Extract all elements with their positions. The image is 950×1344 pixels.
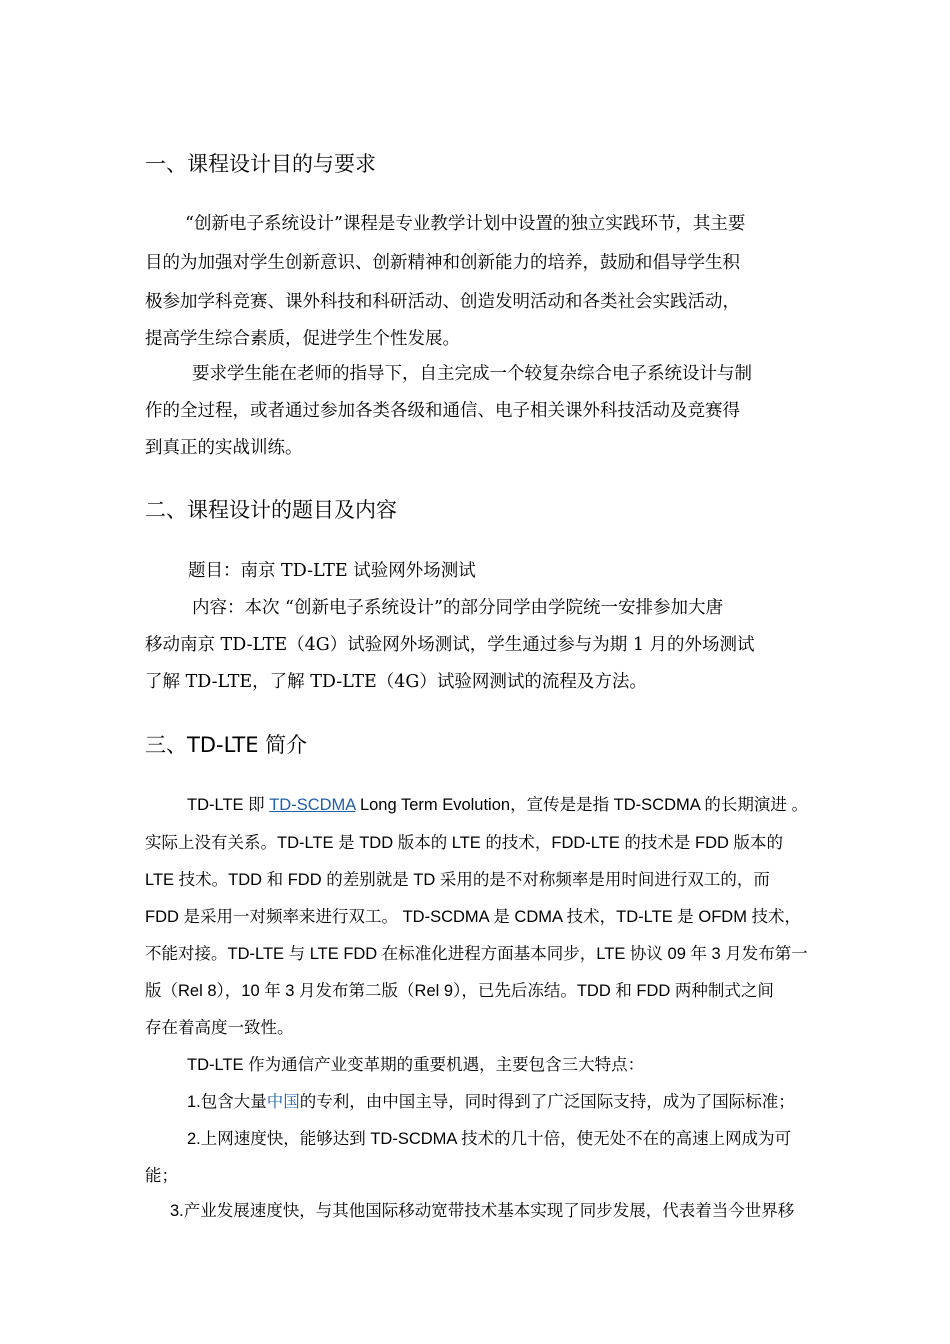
feature-1 <box>187 1084 852 1121</box>
feature-2: 2.上网速度快，能够达到 TD-SCDMA 技术的几十倍，使无处不在的高速上网成为可 <box>187 1130 792 1148</box>
paragraph-line: 存在着高度一致性。 <box>145 1019 294 1037</box>
paragraph-line: 实际上没有关系。TD-LTE 是 TDD 版本的 LTE 的技术，FDD-LTE 的技术是 FDD 版本的 <box>145 834 783 852</box>
china-link[interactable]: 中国 <box>266 1093 300 1111</box>
td-scdma-link[interactable]: TD-SCDMA <box>269 796 356 814</box>
paragraph-line: 要求学生能在老师的指导下，自主完成一个较复杂综合电子系统设计与制 <box>192 364 752 384</box>
paragraph-line: 极参加学科竞赛、课外科技和科研活动、创造发明活动和各类社会实践活动， <box>145 292 740 312</box>
feature-3: 3.产业发展速度快，与其他国际移动宽带技术基本实现了同步发展，代表着当今世界移 <box>170 1202 795 1220</box>
paragraph-line: 版（Rel 8），10 年 3 月发布第二版（Rel 9），已先后冻结。TDD 和 FDD 两种制式之间 <box>145 982 774 1000</box>
paragraph-line: 移动南京 TD-LTE（4G）试验网外场测试，学生通过参与为期 1 月的外场测试 <box>145 635 755 655</box>
features-intro: TD-LTE 作为通信产业变革期的重要机遇，主要包含三大特点： <box>187 1056 645 1074</box>
paragraph-line: 了解 TD-LTE，了解 TD-LTE（4G）试验网测试的流程及方法。 <box>145 672 647 692</box>
section-heading-3: 三、TD-LTE 简介 <box>145 733 308 757</box>
paragraph-line: FDD 是采用一对频率来进行双工。 TD-SCDMA 是 CDMA 技术，TD-LTE 是 OFDM 技术， <box>145 908 802 926</box>
section-heading-2: 二、课程设计的题目及内容 <box>145 498 397 522</box>
section-heading-1: 一、课程设计目的与要求 <box>145 152 376 176</box>
paragraph-line: “创新电子系统设计”课程是专业教学计划中设置的独立实践环节，其主要 <box>185 214 746 234</box>
topic-line: 题目：南京 TD-LTE 试验网外场测试 <box>188 561 476 581</box>
feature-1-prefix: 1.包含大量 <box>187 1093 267 1111</box>
paragraph-line: 到真正的实战训练。 <box>145 438 303 458</box>
paragraph-line: 目的为加强对学生创新意识、创新精神和创新能力的培养，鼓励和倡导学生积 <box>145 253 740 273</box>
paragraph-line: 提高学生综合素质，促进学生个性发展。 <box>145 329 460 349</box>
feature-2-continuation: 能； <box>145 1167 178 1185</box>
intro-prefix: TD-LTE 即 <box>187 796 270 814</box>
paragraph-line: 内容：本次 “创新电子系统设计”的部分同学由学院统一安排参加大唐 <box>192 598 723 618</box>
intro-line <box>187 787 852 824</box>
paragraph-line: 作的全过程，或者通过参加各类各级和通信、电子相关课外科技活动及竞赛得 <box>145 401 740 421</box>
intro-suffix: Long Term Evolution，宣传是是指 TD-SCDMA 的长期演进 。 <box>355 796 808 814</box>
paragraph-line: LTE 技术。TDD 和 FDD 的差别就是 TD 采用的是不对称频率是用时间进行双工的，而 <box>145 871 770 889</box>
feature-1-suffix: 的专利，由中国主导，同时得到了广泛国际支持，成为了国际标准； <box>299 1093 795 1111</box>
paragraph-line: 不能对接。TD-LTE 与 LTE FDD 在标准化进程方面基本同步，LTE 协议 09 年 3 月发布第一 <box>145 945 808 963</box>
